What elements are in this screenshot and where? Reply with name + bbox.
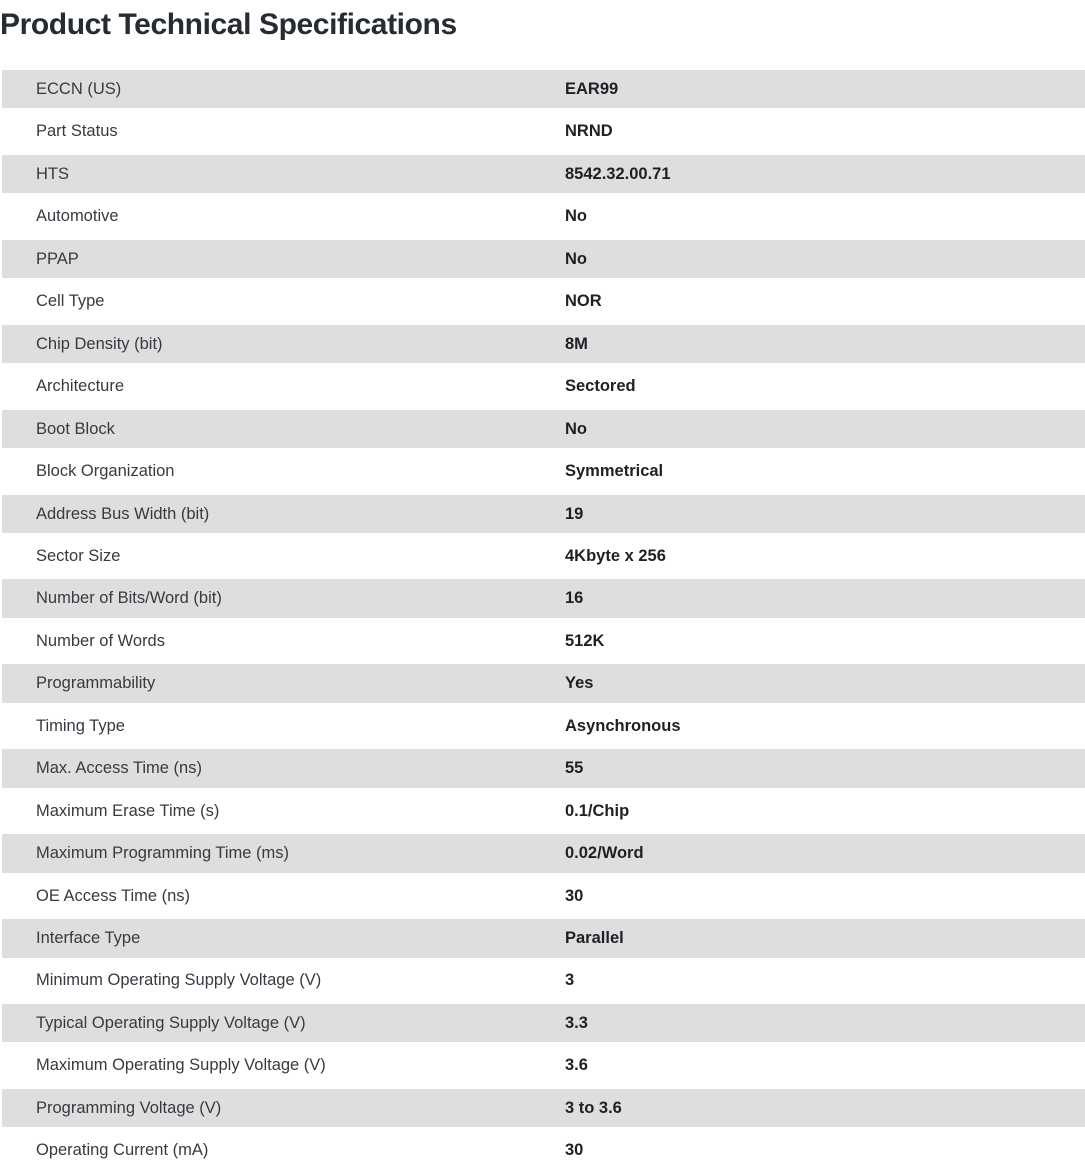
- spec-label: Number of Bits/Word (bit): [36, 589, 222, 608]
- spec-value: Symmetrical: [565, 462, 664, 481]
- table-row: [2, 705, 1085, 747]
- spec-value: EAR99: [565, 79, 619, 98]
- spec-label: Programming Voltage (V): [36, 1098, 222, 1117]
- table-row: [2, 620, 1085, 662]
- spec-label: Boot Block: [36, 419, 115, 438]
- table-row: [2, 195, 1085, 237]
- spec-value: NRND: [565, 122, 613, 141]
- table-row: [2, 280, 1085, 322]
- table-row: [2, 790, 1085, 832]
- table-row: [2, 238, 1085, 280]
- spec-label: OE Access Time (ns): [36, 886, 191, 905]
- spec-label: HTS: [36, 164, 69, 183]
- spec-value: 3 to 3.6: [565, 1098, 622, 1117]
- table-row: [2, 1002, 1085, 1044]
- table-row: [2, 153, 1085, 195]
- spec-value: No: [565, 419, 587, 438]
- table-row: [2, 832, 1085, 874]
- spec-label: PPAP: [36, 249, 79, 268]
- table-row: [2, 323, 1085, 365]
- table-row: [2, 917, 1085, 959]
- spec-label: Timing Type: [36, 716, 125, 735]
- table-row: [2, 68, 1085, 110]
- spec-label: Chip Density (bit): [36, 334, 163, 353]
- table-row: [2, 1087, 1085, 1129]
- spec-label: Cell Type: [36, 292, 105, 311]
- spec-label: Operating Current (mA): [36, 1141, 209, 1160]
- table-row: [2, 365, 1085, 407]
- spec-label: Typical Operating Supply Voltage (V): [36, 1013, 306, 1032]
- spec-value: 30: [565, 1141, 584, 1160]
- spec-value: NOR: [565, 292, 602, 311]
- spec-value: 16: [565, 589, 584, 608]
- spec-label: Maximum Operating Supply Voltage (V): [36, 1056, 326, 1075]
- spec-value: 8M: [565, 334, 588, 353]
- spec-value: No: [565, 249, 587, 268]
- spec-value: 55: [565, 759, 584, 778]
- spec-label: Block Organization: [36, 462, 175, 481]
- table-row: [2, 1129, 1085, 1171]
- table-row: [2, 577, 1085, 619]
- spec-label: Automotive: [36, 207, 119, 226]
- table-row: [2, 450, 1085, 492]
- spec-value: 19: [565, 504, 584, 523]
- spec-value: 0.1/Chip: [565, 801, 630, 820]
- spec-label: Sector Size: [36, 546, 121, 565]
- spec-label: Max. Access Time (ns): [36, 759, 202, 778]
- spec-label: Number of Words: [36, 631, 165, 650]
- spec-label: Architecture: [36, 377, 125, 396]
- table-row: [2, 960, 1085, 1002]
- spec-label: ECCN (US): [36, 79, 122, 98]
- spec-value: No: [565, 207, 587, 226]
- product-specifications-page: [0, 4, 1085, 1172]
- table-row: [2, 493, 1085, 535]
- spec-value: Parallel: [565, 929, 624, 948]
- spec-value: 4Kbyte x 256: [565, 546, 666, 565]
- spec-label: Minimum Operating Supply Voltage (V): [36, 971, 322, 990]
- spec-value: Yes: [565, 674, 594, 693]
- spec-label: Maximum Erase Time (s): [36, 801, 220, 820]
- spec-label: Interface Type: [36, 929, 141, 948]
- spec-value: Asynchronous: [565, 716, 681, 735]
- spec-value: 512K: [565, 631, 605, 650]
- page-title: Product Technical Specifications: [0, 8, 457, 41]
- spec-value: 3.3: [565, 1013, 588, 1032]
- spec-label: Programmability: [36, 674, 156, 693]
- spec-value: 3.6: [565, 1056, 588, 1075]
- spec-value: Sectored: [565, 377, 636, 396]
- spec-label: Part Status: [36, 122, 118, 141]
- spec-value: 3: [565, 971, 575, 990]
- table-row: [2, 408, 1085, 450]
- table-row: [2, 535, 1085, 577]
- table-row: [2, 875, 1085, 917]
- spec-value: 30: [565, 886, 584, 905]
- spec-table: [2, 68, 1085, 1172]
- spec-value: 0.02/Word: [565, 844, 644, 863]
- spec-label: Address Bus Width (bit): [36, 504, 210, 523]
- table-row: [2, 662, 1085, 704]
- spec-value: 8542.32.00.71: [565, 164, 671, 183]
- table-row: [2, 1044, 1085, 1086]
- table-row: [2, 110, 1085, 152]
- table-row: [2, 747, 1085, 789]
- spec-label: Maximum Programming Time (ms): [36, 844, 290, 863]
